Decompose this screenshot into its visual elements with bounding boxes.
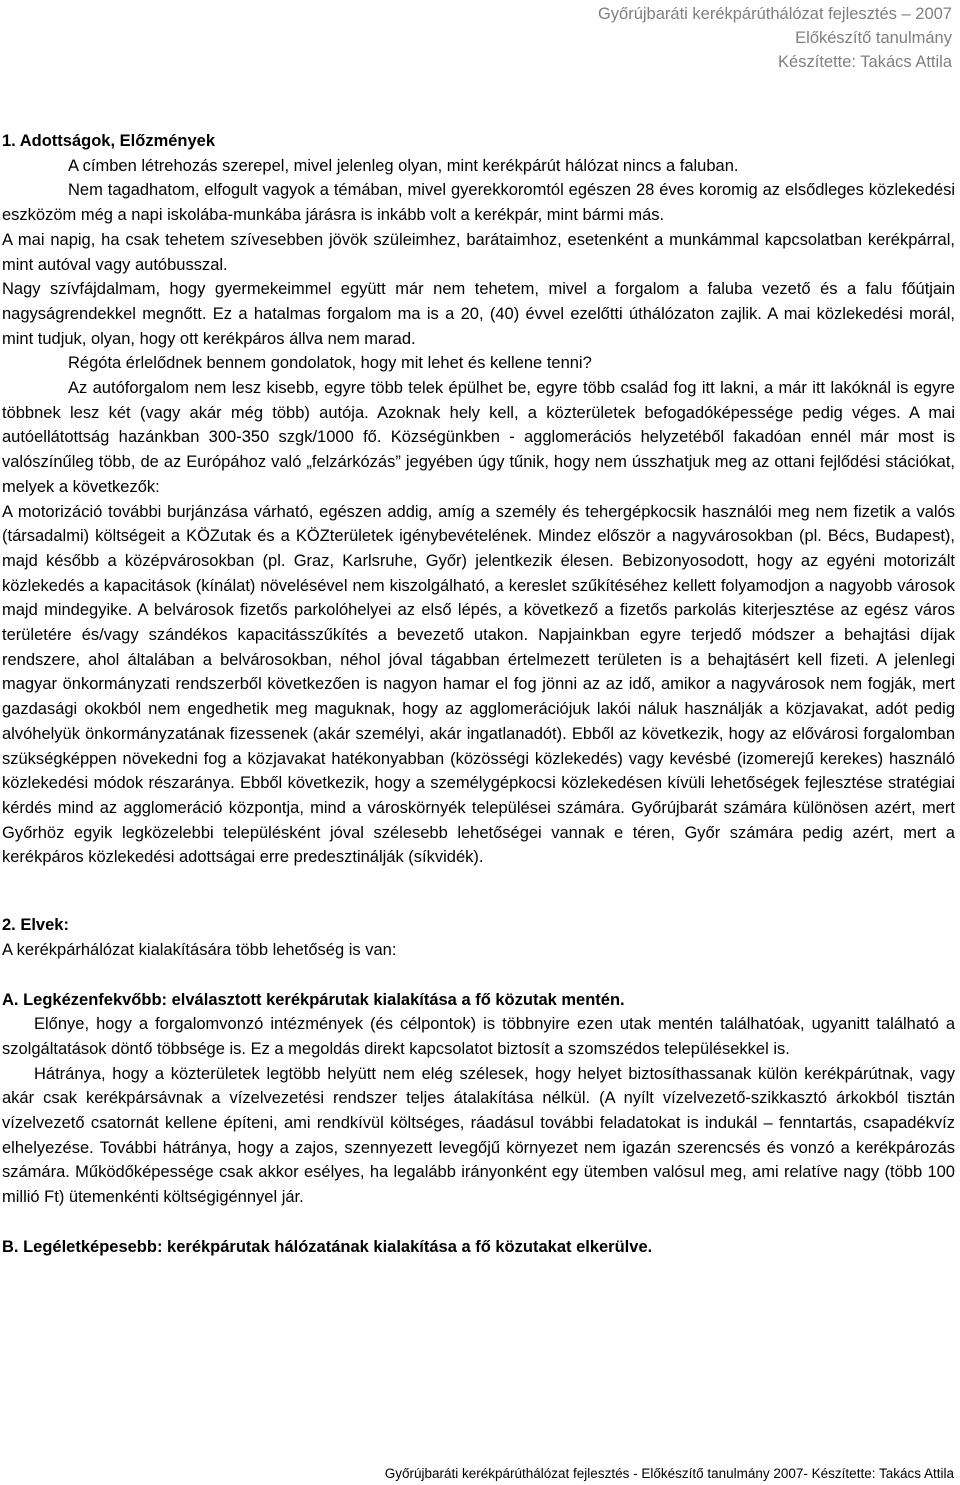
page-footer: Győrújbaráti kerékpárúthálózat fejlesztés - Előkészítő tanulmány 2007- Készítette: Takács Attila: [384, 1466, 954, 1481]
section2-intro: A kerékpárhálózat kialakítására több lehetőség is van:: [2, 940, 397, 959]
section1-paragraph: A címben létrehozás szerepel, mivel jelenleg olyan, mint kerékpárút hálózat nincs a faluban.: [68, 156, 739, 175]
section1-paragraph: Az autóforgalom nem lesz kisebb, egyre több telek épülhet be, egyre több család fog itt lakni, a már itt lakóknál is egyre többnek lesz két (vagy akár még több) autója. Azoknak hely kell, a közterületek befogadóképessége pedig véges. A mai autóellátottság hazánkban 300-350 szgk/1000 fő. Községünkben - agglomerációs helyzetéből fakadóan ennél már most is valószínűleg több, de az Európához való „felzárkózás” jegyében úgy tűnik, hogy nem ússzhatjuk meg az ottani fejlődési stációkat, melyek a következők:: [2, 379, 955, 496]
section1-paragraph: Régóta érlelődnek bennem gondolatok, hogy mit lehet és kellene tenni?: [68, 354, 592, 373]
header-subtitle: Előkészítő tanulmány: [795, 29, 952, 47]
section1-paragraph: A mai napig, ha csak tehetem szívesebben jövök szüleimhez, barátaimhoz, esetenként a munkámmal kapcsolatban kerékpárral, mint autóval vagy autóbusszal.: [2, 230, 955, 274]
document-body: [2, 129, 955, 1260]
header-title: Győrújbaráti kerékpárúthálózat fejlesztés – 2007: [597, 5, 952, 23]
option-a-paragraph: Hátránya, hogy a közterületek legtöbb helyütt nem elég szélesek, hogy helyet biztosíthassanak külön kerékpárútnak, vagy akár csak kerékpársávnak a vízelvezetési rendszer teljes átalakítása nélkül. (A nyílt vízelvezető-szikkasztó árkokból tisztán vízelvezető csatornát kellene építeni, ami rendkívül költséges, ráadásul további feladatokat is indukál – fenntartás, csapadékvíz elhelyezése. További hátránya, hogy a zajos, szennyezett levegőjű környezet nem igazán szerencsés és vonzó a kerékpározás számára. Működőképessége csak akkor esélyes, ha legalább irányonként egy ütemben valósul meg, ami relatíve nagy (több 100 millió Ft) ütemenkénti költségigénnyel jár.: [2, 1064, 955, 1207]
section1-paragraph: A motorizáció további burjánzása várható, egészen addig, amíg a személy és tehergépkocsik használói meg nem fizetik a valós (társadalmi) költségeit a KÖZutak és a KÖZterületek igénybevételének. Mindez először a nagyvárosokban (pl. Bécs, Budapest), majd később a középvárosokban (pl. Graz, Karlsruhe, Győr) jelentkezik élesen. Bebizonyosodott, hogy az egyéni motorizált közlekedés a kapacitások (kínálat) növelésével nem kiszolgálható, a kereslet szűkítéséhez kellett folyamodjon a nagyobb városok majd mindegyike. A belvárosok fizetős parkolóhelyei az első lépés, a következő a fizetős parkolás kiterjesztése az egész város területére és/vagy szándékos kapacitásszűkítés a bevezető utakon. Napjainkban egyre terjedő módszer a behajtási díjak rendszere, ahol általában a belvárosokban, néhol jóval tágabban értelmezett területen is a behajtásért kell fizeti. A jelenlegi magyar önkormányzati rendszerből következően is nagyon hamar el fog jönni az az idő, amikor a nagyvárosok nem fogják, mert gazdasági okokból nem engedhetik meg maguknak, hogy az agglomerációjuk lakói náluk használják a közjavakat, adót pedig alvóhelyük önkormányzatának fizessenek (akár személyi, akár ingatlanadót). Ebből az következik, hogy az elővárosi forgalomban szükségképpen növekedni fog a közjavakat hatékonyabban (közösségi közlekedés) vagy kevésbé (izomerejű kerekes) használó közlekedési módok részaránya. Ebből következik, hogy a személygépkocsi közlekedésen kívüli lehetőségek fejlesztése stratégiai kérdés mind az agglomeráció központja, mind a városkörnyék települései számára. Győrújbarát számára különösen azért, mert Győrhöz egyik legközelebbi településként jóval szélesebb lehetőségei vannak e téren, Győr számára pedig azért, mert a kerékpáros közlekedési adottságai erre predesztinálják (síkvidék).: [2, 502, 955, 867]
header-author: Készítette: Takács Attila: [778, 53, 952, 71]
option-b-heading: B. Legéletképesebb: kerékpárutak hálózatának kialakítása a fő közutakat elkerülve.: [2, 1237, 653, 1256]
page-header: [598, 2, 952, 74]
section1-paragraph: Nem tagadhatom, elfogult vagyok a témában, mivel gyerekkoromtól egészen 28 éves koromig az elsődleges közlekedési eszközöm még a napi iskolába-munkába járásra is inkább volt a kerékpár, mint bármi más.: [2, 181, 955, 225]
section2-heading: 2. Elvek:: [2, 916, 69, 935]
option-a-paragraph: Előnye, hogy a forgalomvonzó intézmények (és célpontok) is többnyire ezen utak mentén találhatóak, ugyanitt található a szolgáltatások döntő többsége is. Ez a megoldás direkt kapcsolatot biztosít a szomszédos településekkel is.: [2, 1015, 955, 1058]
option-a-heading: A. Legkézenfekvőbb: elválasztott kerékpárutak kialakítása a fő közutak mentén.: [2, 990, 625, 1009]
section1-heading: 1. Adottságok, Előzmények: [2, 132, 216, 150]
section1-paragraph: Nagy szívfájdalmam, hogy gyermekeimmel együtt már nem tehetem, mivel a forgalom a faluba vezető és a falu főútjain nagyságrendekkel megnőtt. Ez a hatalmas forgalom ma is a 20, (40) évvel ezelőtti úthálózaton zajlik. A mai közlekedési morál, mint tudjuk, olyan, hogy ott kerékpáros állva nem marad.: [2, 280, 955, 348]
